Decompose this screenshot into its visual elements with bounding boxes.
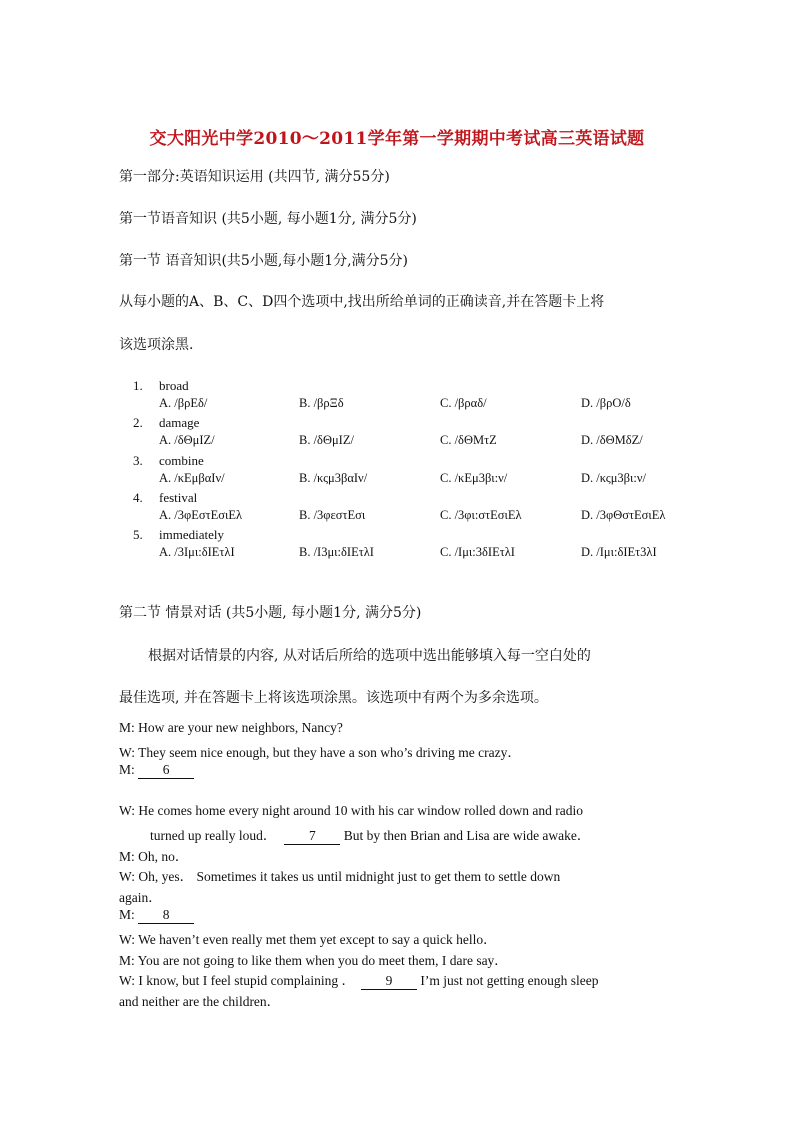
dialog-line: W: Oh, yes． Sometimes it takes us until midnight just to get them to settle down (119, 869, 561, 884)
question-number: 2. (133, 415, 143, 430)
question-number: 4. (133, 490, 143, 505)
question-word: immediately (159, 527, 224, 542)
part1-heading: 第一部分:英语知识运用 (共四节, 满分55分) (119, 169, 390, 185)
dialog-text: W: I know, but I feel stupid complaining ． (119, 973, 355, 988)
section2-instruction: 根据对话情景的内容, 从对话后所给的选项中选出能够填入每一空白处的 (148, 648, 591, 664)
option-d: D. /Ιμι:δΙΕτ3λΙ (581, 545, 657, 559)
option-d: D. /δΘΜδΖ/ (581, 433, 643, 447)
option-a: A. /κΕμβαΙν/ (159, 471, 225, 485)
section1-heading-repeat: 第一节 语音知识(共5小题,每小题1分,满分5分) (119, 253, 408, 269)
question-word: damage (159, 415, 200, 430)
question-number: 1. (133, 378, 143, 393)
option-a: A. /δΘμΙΖ/ (159, 433, 215, 447)
dialog-text: But by then Brian and Lisa are wide awake． (340, 828, 591, 843)
answer-blank-7[interactable]: 7 (284, 828, 340, 845)
answer-blank-8[interactable]: 8 (138, 907, 194, 924)
dialog-line: W: He comes home every night around 10 with his car window rolled down and radio (119, 803, 584, 818)
option-a: A. /3Ιμι:δΙΕτλΙ (159, 545, 235, 559)
option-c: C. /βραδ/ (440, 396, 487, 410)
option-a: A. /3φΕστΕσιΕλ (159, 508, 243, 522)
instruction-line-cont: 该选项涂黑. (119, 337, 194, 353)
option-d: D. /3φΘστΕσιΕλ (581, 508, 666, 522)
answer-blank-6[interactable]: 6 (138, 762, 194, 779)
option-c: C. /3φι:στΕσιΕλ (440, 508, 522, 522)
instruction-line: 从每小题的A、B、C、D四个选项中,找出所给单词的正确读音,并在答题卡上将 (119, 294, 605, 310)
option-d: D. /βρΟ/δ (581, 396, 631, 410)
option-c: C. /Ιμι:3δΙΕτλΙ (440, 545, 515, 559)
question-word: combine (159, 453, 204, 468)
dialog-line (119, 907, 194, 924)
dialog-line: M: You are not going to like them when you do meet them, I dare say． (119, 953, 508, 968)
question-number: 5. (133, 527, 143, 542)
dialog-line: M: Oh, no． (119, 849, 189, 864)
option-d: D. /κςμ3βι:ν/ (581, 471, 646, 485)
option-b: B. /3φεστΕσι (299, 508, 366, 522)
option-b: B. /Ι3μι:δΙΕτλΙ (299, 545, 374, 559)
speaker-label: M: (119, 907, 139, 922)
section2-heading: 第二节 情景对话 (共5小题, 每小题1分, 满分5分) (119, 605, 422, 621)
section1-heading: 第一节语音知识 (共5小题, 每小题1分, 满分5分) (119, 211, 417, 227)
option-b: B. /βρΞδ (299, 396, 344, 410)
dialog-line: again． (119, 890, 162, 905)
answer-blank-9[interactable]: 9 (361, 973, 417, 990)
dialog-text: I’m just not getting enough sleep (416, 973, 599, 988)
dialog-line (119, 969, 598, 990)
dialog-text: turned up really loud． (150, 828, 277, 843)
question-number: 3. (133, 453, 143, 468)
option-c: C. /κΕμ3βι:ν/ (440, 471, 508, 485)
dialog-line: W: We haven’t even really met them yet except to say a quick hello． (119, 932, 497, 947)
page-title: 交大阳光中学2010～2011学年第一学期期中考试高三英语试题 (149, 129, 645, 149)
speaker-label: M: (119, 762, 139, 777)
dialog-line (150, 824, 590, 845)
question-word: broad (159, 378, 189, 393)
question-word: festival (159, 490, 198, 505)
dialog-line: M: How are your new neighbors, Nancy? (119, 720, 343, 735)
option-b: B. /κςμ3βαΙν/ (299, 471, 368, 485)
dialog-line: W: They seem nice enough, but they have a son who’s driving me crazy． (119, 745, 521, 760)
option-b: B. /δΘμΙΖ/ (299, 433, 354, 447)
dialog-line (119, 762, 194, 779)
option-a: A. /βρΕδ/ (159, 396, 208, 410)
option-c: C. /δΘΜτΖ (440, 433, 497, 447)
section2-instruction-cont: 最佳选项, 并在答题卡上将该选项涂黑。该选项中有两个为多余选项。 (119, 690, 548, 706)
dialog-line: and neither are the children． (119, 994, 281, 1009)
